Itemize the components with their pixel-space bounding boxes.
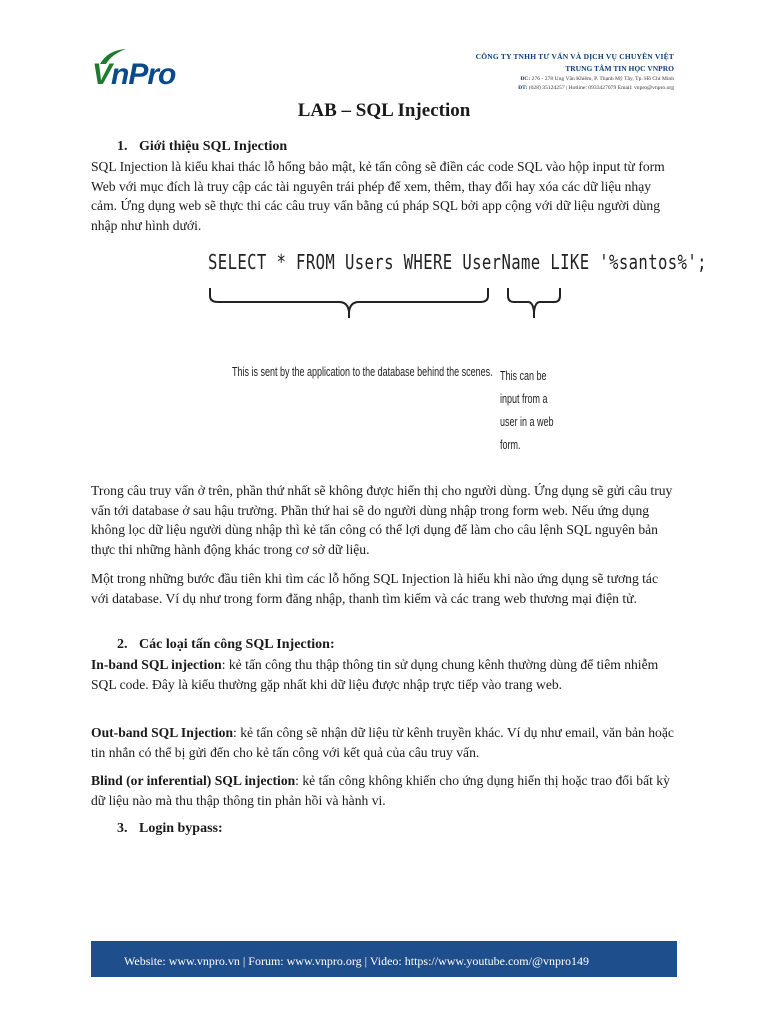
company-info: [374, 52, 674, 91]
paragraph-inband: In-band SQL injection: kẻ tấn công thu thập thông tin sử dụng chung kênh thường dùng để tiêm nhiễm SQL code. Đây là kiểu thường gặp nhất khi dữ liệu được nhập trực tiếp vào trang web.: [91, 657, 659, 692]
user-part-brace: [506, 286, 562, 318]
logo-text: VnPro: [92, 58, 176, 91]
page-title: LAB – SQL Injection: [297, 100, 471, 121]
company-contact: ĐT: (028) 35124257 | Hotline: 0933427079 Email: vnpro@vnpro.org: [518, 85, 674, 91]
section-heading-3: 3. Login bypass:: [117, 821, 223, 836]
company-address: ĐC: 276 - 278 Ung Văn Khiêm, P. Thạnh Mỹ Tây, Tp. Hồ Chí Minh: [520, 76, 674, 82]
paragraph-intro: SQL Injection là kiểu khai thác lỗ hổng bảo mật, kẻ tấn công sẽ điền các code SQL vào hộp input từ form Web với mục đích là truy cập các tài nguyên trái phép để xem, thêm, thay đổi hay xóa các dữ liệu nhạy cảm. Ứng dụng web sẽ thực thi các câu truy vấn bằng cú pháp SQL bởi app cộng với dữ liệu người dùng nhập như hình dưới.: [91, 159, 665, 233]
paragraph-blind: Blind (or inferential) SQL injection: kẻ tấn công không khiến cho ứng dụng hiển thị hoặc trao đổi bất kỳ dữ liệu nào mà thu thập thông tin phản hồi và hành vi.: [91, 773, 670, 808]
paragraph-first-steps: Một trong những bước đầu tiên khi tìm các lỗ hổng SQL Injection là hiểu khi nào ứng dụng sẽ tương tác với database. Ví dụ như trong form đăng nhập, thanh tìm kiếm và các trang web thương mại điện tử.: [91, 571, 658, 606]
vnpro-logo: [92, 48, 182, 94]
sql-query-text: SELECT * FROM Users WHERE UserName LIKE '%santos%';: [208, 250, 707, 274]
section-heading-1: 1. Giới thiệu SQL Injection: [117, 139, 288, 154]
paragraph-explanation: Trong câu truy vấn ở trên, phần thứ nhất sẽ không được hiển thị cho người dùng. Ứng dụng sẽ gửi câu truy vấn tới database ở sau hậu trường. Phần thứ hai sẽ do người dùng nhập trong form web. Nếu ứng dụng không lọc dữ liệu người dùng nhập thì kẻ tấn công có thể lợi dụng để làm cho câu lệnh SQL nguyên bản thực thi những hành động khác trong cơ sở dữ liệu.: [91, 483, 673, 557]
section-heading-2: 2. Các loại tấn công SQL Injection:: [117, 637, 335, 652]
company-name: CÔNG TY TNHH TƯ VẤN VÀ DỊCH VỤ CHUYÊN VIỆT: [475, 52, 674, 61]
footer-links: Website: www.vnpro.vn | Forum: www.vnpro.org | Video: https://www.youtube.com/@vnpro149: [124, 954, 590, 968]
paragraph-outband: Out-band SQL Injection: kẻ tấn công sẽ nhận dữ liệu từ kênh truyền khác. Ví dụ như email, văn bản hoặc tin nhắn có thể bị gửi đến cho kẻ tấn công với kết quả của câu truy vấn.: [91, 725, 674, 760]
caption-user-input: This can be input from a user in a web form.: [500, 369, 554, 452]
sql-query-figure: [200, 242, 707, 480]
app-part-brace: [208, 286, 490, 318]
center-name: TRUNG TÂM TIN HỌC VNPRO: [565, 64, 674, 73]
footer-bar: [91, 941, 677, 977]
caption-application: This is sent by the application to the database behind the scenes.: [232, 365, 493, 379]
